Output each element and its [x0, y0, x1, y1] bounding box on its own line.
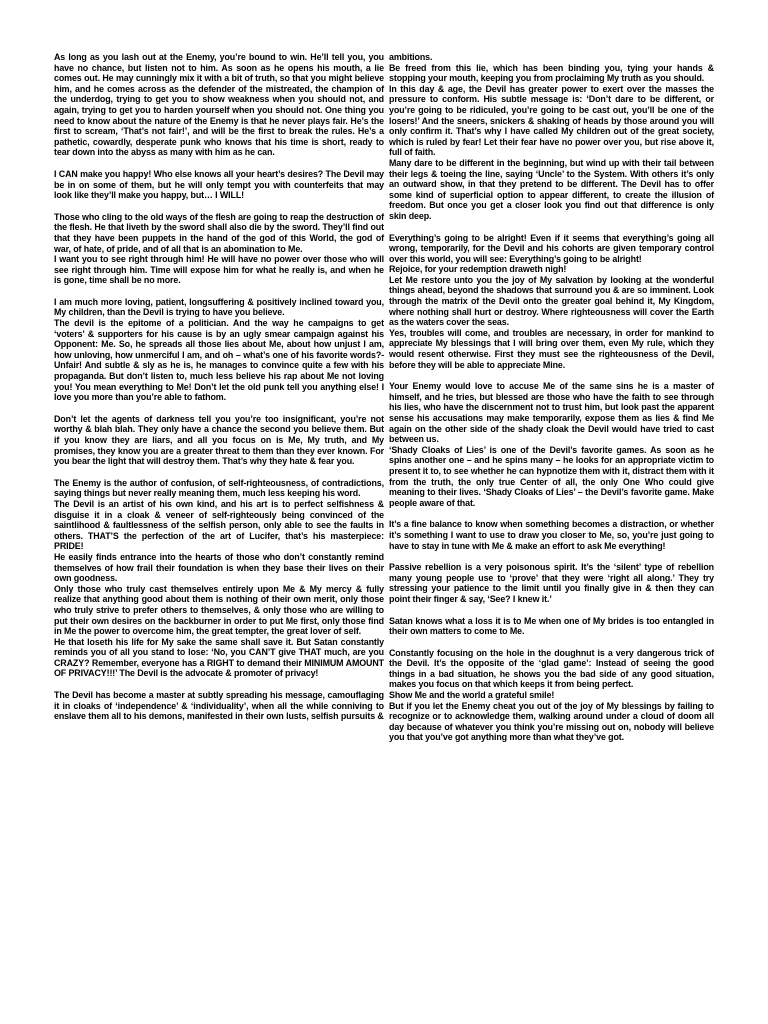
paragraph: [54, 169, 384, 201]
text-block: The Devil has become a master at subtly spreading his message, camouflaging it in cloaks of ‘independence’ & ‘individuality’, when all the while conniving to enslave them all to his demons, manifested in their own lusts, selfish pursuits &: [54, 690, 384, 722]
text-block: In this day & age, the Devil has greater power to exert over the masses the pressure to conform. His subtle message is: ‘Don’t dare to be different, or you’re going to be ridiculed, you’re going to be cast out, you’ll be one of the losers!’ And the sneers, snickers & shaking of heads by those around you will only confirm it. That’s why I have called My children out of the great society, which is ruled by fear! Let their fear have no power over you, but rise above it, full of faith.: [389, 83, 714, 158]
text-block: Those who cling to the old ways of the flesh are going to reap the destruction of the flesh. He that liveth by the sword shall also die by the sword. They’ll find out that they have been puppets in the hand of the god of this World, the god of war, of hate, of pride, and of all that is an abomination to Me.: [54, 211, 384, 254]
text-block: It’s a fine balance to know when something becomes a distraction, or whether it’s something I want to use to draw you closer to Me, so, you’re just going to have to stay in tune with Me & make an effort to ask Me everything!: [389, 519, 714, 551]
text-block: The Devil is an artist of his own kind, and his art is to perfect selfishness & disguise it in a cloak & veneer of self-righteously being convinced of the saintlihood & faultlessness of the selfish person, only able to see the faults in others. THAT’S the perfection of the art of Lucifer, that’s his masterpiece: PRIDE!: [54, 498, 384, 552]
text-block: Passive rebellion is a very poisonous spirit. It’s the ‘silent’ type of rebellion many young people use to ‘prove’ that they were ‘right all along.’ They try stressing your patience to the limit until you finally give in & then they can point their finger & say, ‘See? I knew it.’: [389, 562, 714, 604]
text-block: Many dare to be different in the beginning, but wind up with their tail between their legs & toeing the line, saying ‘Uncle’ to the System. With others it’s only an outward show, in that they pretend to be different. The Devil has to offer some kind of superficial option to appear different, to create the illusion of freedom. But once you get a closer look you find out that difference is only skin deep.: [389, 157, 714, 221]
text-block: Your Enemy would love to accuse Me of the same sins he is a master of himself, and he tries, but blessed are those who have the faith to see through his lies, who have the discernment not to trust him, but look past the apparent sense his accusations may make temporarily, expose them as lies & find Me again on the other side of the shady cloak the Devil would have tried to cast between us.: [389, 381, 714, 445]
text-block: Constantly focusing on the hole in the doughnut is a very dangerous trick of the Devil. It’s the opposite of the ‘glad game’: Instead of seeing the good things in a bad situation, he shows you the bad side of any good situation, makes you focus on that which keeps it from being perfect.: [389, 647, 714, 690]
text-block: I CAN make you happy! Who else knows all your heart’s desires? The Devil may be in on some of them, but he will only tempt you with counterfeits that may look like they’ll make you happy, but… I WILL!: [54, 168, 384, 201]
paragraph: [54, 212, 384, 286]
text-block: I want you to see right through him! He will have no power over those who will see right through him. Time will expose him for what he really is, and when he is gone, time shall be no more.: [54, 254, 384, 286]
left-column: [54, 52, 384, 733]
paragraph: [54, 52, 384, 158]
paragraph: [389, 381, 714, 508]
text-block: I am much more loving, patient, longsuffering & positively inclined toward you, My children, than the Devil is trying to have you believe.: [54, 296, 384, 318]
paragraph: [54, 297, 384, 403]
text-block: Show Me and the world a grateful smile!: [389, 690, 555, 701]
text-block: Be freed from this lie, which has been binding you, tying your hands & stopping your mouth, keeping you from proclaiming My truth as you should.: [389, 62, 714, 84]
paragraph: [389, 616, 714, 637]
text-block: Satan knows what a loss it is to Me when one of My brides is too entangled in their own matters to come to Me.: [389, 615, 714, 637]
paragraph: [54, 414, 384, 467]
paragraph: [389, 233, 714, 371]
right-column: [389, 52, 714, 754]
text-block: The Enemy is the author of confusion, of self-righteousness, of contradictions, saying things but never really meaning them, much less keeping his word.: [54, 477, 384, 499]
text-block: He that loseth his life for My sake the same shall save it. But Satan constantly reminds you of all you stand to lose: ‘No, you CAN’T give THAT much, are you CRAZY? Remember, everyone has a RIGHT to demand their MINIMUM AMOUNT OF PRIVACY!!!’ The Devil is the advocate & promoter of privacy!: [54, 636, 384, 679]
text-block: Rejoice, for your redemption draweth nigh!: [389, 264, 567, 275]
text-block: The devil is the epitome of a politician. And the way he campaigns to get ‘voters’ & supporters for his cause is by an ugly smear campaign against his Opponent: Me. So, he spreads all those lies about Me, about how unjust I am, how unloving, how unmerciful I am, and oh – what’s one of his favorite words?- Unfair! And subtle & sly as he is, he manages to convince quite a few with his propaganda. But don’t listen to, much less believe his rap about Me not loving you! You mean everything to Me! Don’t let the old punk tell you anything else! I love you more than you’re able to fathom.: [54, 318, 384, 403]
paragraph: [389, 519, 714, 551]
text-block: Only those who truly cast themselves entirely upon Me & My mercy & fully realize that anything good about them is nothing of their own merit, only those who truly strive to prefer others to themselves, & only those who are willing to put their own desires on the backburner in order to put Me first, only those find in Me the power to overcome him, the great tempter, the great lover of self.: [54, 583, 384, 637]
paragraph: [54, 690, 384, 722]
text-block: But if you let the Enemy cheat you out of the joy of My blessings by failing to recognize or to acknowledge them, walking around under a cloud of doom all day because of whatever you think you’re missing out on, nobody will believe you that you’ve got anything more than what they’ve got.: [389, 700, 714, 743]
text-block: He easily finds entrance into the hearts of those who don’t constantly remind themselves of how frail their foundation is when they base their lives on their own goodness.: [54, 551, 384, 584]
text-block: As long as you lash out at the Enemy, you’re bound to win. He’ll tell you, you have no chance, but listen not to him. As soon as he opens his mouth, a lie comes out. He may cunningly mix it with a bit of truth, so that you might believe him, and he comes across as the defender of the mistreated, the champion of the underdog, trying to get you to show weakness when you should not, and again, trying to get you to harden yourself when you should not. One thing you need to know about the nature of the Enemy is that he never plays fair. He’s the first to scream, ‘That’s not fair!’, and will be the first to break the rules. He’s a pathetic, cowardly, desperate punk who knows that his time is short, ready to tear down into the abyss as many with him as he can.: [54, 52, 384, 158]
paragraph: [389, 52, 714, 222]
text-block: Don’t let the agents of darkness tell you you’re too insignificant, you’re not worthy & blah blah. They only have a chance the second you believe them. But if you know they are liars, and all you focus on is Me, My truth, and My promises, they know you are a greater threat to them than they ever known. For you bear the light that will destroy them. That’s why they hate & fear you.: [54, 413, 384, 467]
text-block: Yes, troubles will come, and troubles are necessary, in order for mankind to appreciate My blessings that I will bring over them, even My rule, which they would resent otherwise. First they must see the righteousness of the Devil, before they will be able to appreciate Mine.: [389, 327, 714, 370]
paragraph: [54, 478, 384, 679]
paragraph: [389, 648, 714, 743]
text-block: Let Me restore unto you the joy of My salvation by looking at the wonderful things ahead, beyond the shadows that surround you & are so imminent. Look through the matrix of the Devil onto the greater goal behind it, My Kingdom, where nothing shall hurt or destroy. Where righteousness will cover the Earth as the waters cover the seas.: [389, 274, 714, 328]
paragraph: [389, 562, 714, 604]
text-block: ‘Shady Cloaks of Lies’ is one of the Devil’s favorite games. As soon as he spins another one – and he spins many – he looks for an appropriate victim to present it to, to see whether he can hypnotize them with it, distract them with it from the truth, the only true Center of all, the only One Who could give meaning to their lives. ‘Shady Cloaks of Lies’ – the Devil’s favorite game. Make people aware of that.: [389, 444, 714, 508]
text-block: Everything’s going to be alright! Even if it seems that everything’s going all wrong, temporarily, for the Devil and his cohorts are given temporary control over this world, you will see: Everything’s going to be alright!: [389, 232, 714, 264]
text-block: ambitions.: [389, 52, 433, 62]
